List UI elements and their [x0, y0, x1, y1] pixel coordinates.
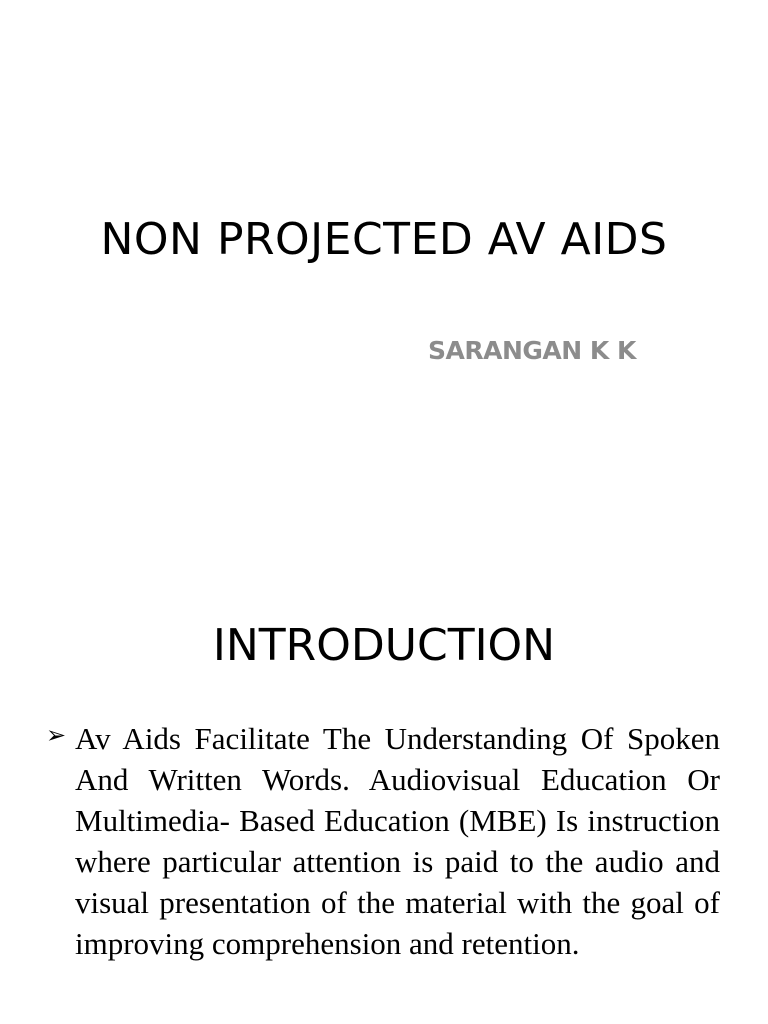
bullet-list [46, 718, 720, 964]
slide-title: NON PROJECTED AV AIDS [100, 214, 668, 265]
arrowhead-bullet-icon: ➢ [46, 721, 67, 749]
bullet-text: Av Aids Facilitate The Understanding Of Spoken And Written Words. Audiovisual Education Or Multimedia- Based Education (MBE) Is instruction where particular attention is paid to the audio and visual presentation of the material with the goal of improving comprehension and retention. [75, 721, 720, 961]
introduction-heading: INTRODUCTION [212, 620, 556, 671]
introduction-slide [0, 576, 768, 1024]
author-subtitle: SARANGAN K K [428, 336, 636, 365]
